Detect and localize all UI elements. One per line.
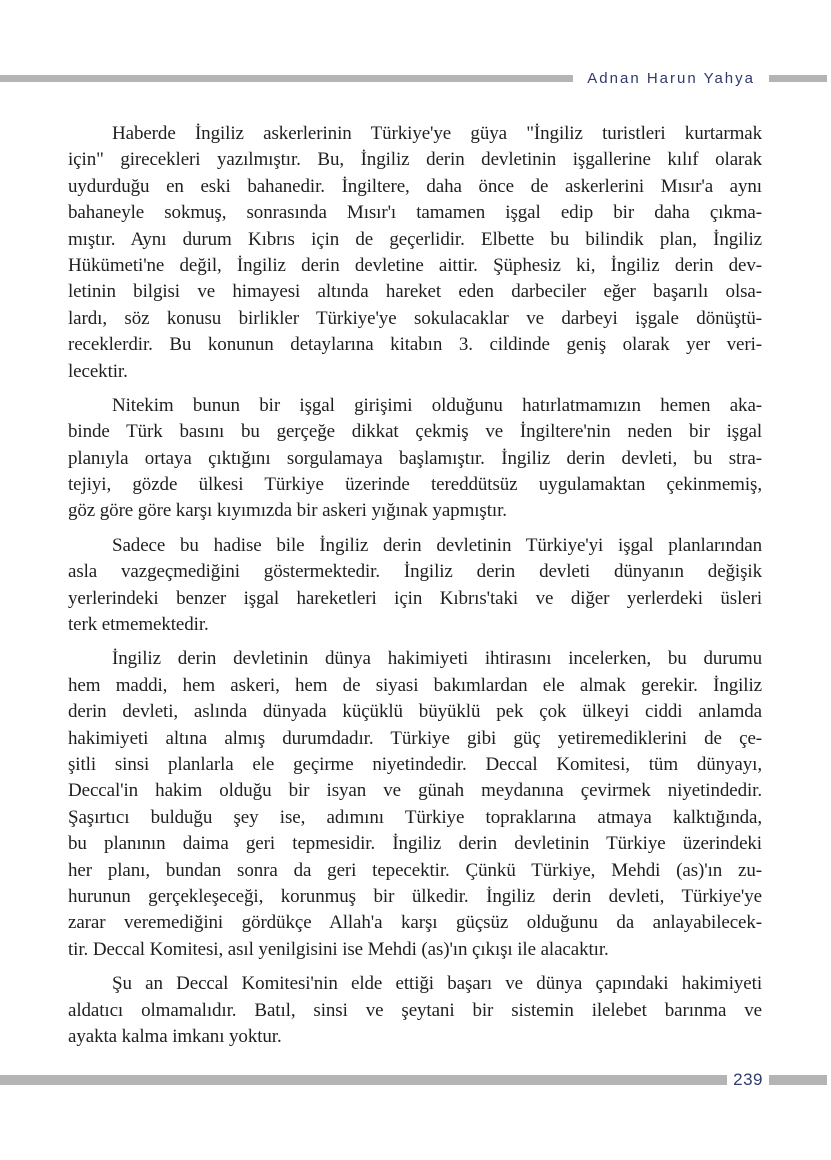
text-line: Nitekim bunun bir işgal girişimi olduğunu hatırlatmamızın hemen aka- — [112, 394, 762, 416]
text-line: hurunun gerçekleşeceği, korunmuş bir ülkedir. İngiliz derin devleti, Türkiye'ye — [68, 885, 762, 907]
text-line: ayakta kalma imkanı yoktur. — [68, 1025, 282, 1047]
text-line: aldatıcı olmamalıdır. Batıl, sinsi ve şeytani bir sistemin ilelebet barınma ve — [68, 999, 762, 1021]
text-line: şitli sinsi planlarla ele geçirme niyetindedir. Deccal Komitesi, tüm dünyayı, — [68, 753, 762, 775]
text-line: Hükümeti'ne değil, İngiliz derin devletine aittir. Şüphesiz ki, İngiliz derin dev- — [68, 254, 762, 276]
text-line: derin devleti, aslında dünyada küçüklü büyüklü pek çok ülkeyi ciddi anlamda — [68, 701, 762, 723]
text-line: göz göre göre karşı kıyımızda bir askeri yığınak yapmıştır. — [68, 500, 507, 522]
footer-rule-left — [0, 1075, 727, 1085]
page-number: 239 — [733, 1070, 763, 1089]
text-line: tejiyi, gözde ülkesi Türkiye üzerinde tereddütsüz uygulamaktan çekinmemiş, — [68, 474, 762, 496]
text-line: terk etmemektedir. — [68, 614, 209, 636]
text-line: Deccal'in hakim olduğu bir isyan ve günah meydanına çevirmek niyetindedir. — [68, 780, 762, 802]
text-line: lecektir. — [68, 360, 128, 382]
text-line: Haberde İngiliz askerlerinin Türkiye'ye güya "İngiliz turistleri kurtarmak — [112, 123, 762, 144]
text-line: yerlerindeki benzer işgal hareketleri için Kıbrıs'taki ve diğer yerlerdeki üsleri — [68, 587, 762, 609]
text-line: zarar veremediğini gördükçe Allah'a karşı güçsüz olduğunu da anlayabilecek- — [68, 912, 762, 934]
text-line: planıyla ortaya çıktığını sorgulamaya başlamıştır. İngiliz derin devleti, bu stra- — [68, 447, 762, 469]
body-paragraph — [68, 971, 762, 1050]
body-paragraph — [68, 646, 762, 963]
header-rule-left — [0, 75, 573, 82]
text-line: asla vazgeçmediğini göstermektedir. İngiliz derin devleti dünyanın değişik — [68, 561, 762, 583]
text-line: İngiliz derin devletinin dünya hakimiyeti ihtirasını incelerken, bu durumu — [112, 648, 762, 670]
text-line: her planı, bundan sonra da geri tepecektir. Çünkü Türkiye, Mehdi (as)'ın zu- — [68, 859, 762, 881]
text-line: Sadece bu hadise bile İngiliz derin devletinin Türkiye'yi işgal planlarından — [112, 534, 762, 556]
text-line: uydurduğu en eski bahanedir. İngiltere, daha önce de askerlerini Mısır'a aynı — [68, 175, 762, 197]
footer-rule-right — [769, 1075, 827, 1085]
page-footer — [0, 1070, 831, 1090]
text-line: bahaneyle sokmuş, sonrasında Mısır'ı tamamen işgal edip bir daha çıkma- — [68, 202, 762, 224]
text-line: binde Türk basını bu gerçeğe dikkat çekmiş ve İngiltere'nin neden bir işgal — [68, 421, 762, 443]
header-rule-right — [769, 75, 827, 82]
text-line: tir. Deccal Komitesi, asıl yenilgisini ise Mehdi (as)'ın çıkışı ile alacaktır. — [68, 938, 609, 960]
page-body — [68, 121, 762, 1050]
text-line: letinin bilgisi ve himayesi altında hareket eden darbeciler eğer başarılı olsa- — [68, 281, 762, 303]
text-line: için" girecekleri yazılmıştır. Bu, İngiliz derin devletinin işgallerine kılıf olarak — [68, 149, 762, 171]
text-line: hakimiyeti altına almış durumdadır. Türkiye gibi güç yetiremediklerini de çe- — [68, 727, 762, 749]
running-header-title: Adnan Harun Yahya — [587, 70, 755, 87]
body-paragraph — [68, 393, 762, 525]
text-line: bu planının daima geri tepmesidir. İngiliz derin devletinin Türkiye üzerindeki — [68, 833, 762, 855]
text-line: mıştır. Aynı durum Kıbrıs için de geçerlidir. Elbette bu bilindik plan, İngiliz — [68, 228, 762, 250]
text-line: Şaşırtıcı bulduğu şey ise, adımını Türkiye topraklarına atmaya kalktığında, — [68, 806, 762, 828]
text-line: Şu an Deccal Komitesi'nin elde ettiği başarı ve dünya çapındaki hakimiyeti — [112, 973, 762, 995]
page-header — [0, 70, 831, 87]
text-line: receklerdir. Bu konunun detaylarına kitabın 3. cildinde geniş olarak yer veri- — [68, 334, 762, 356]
body-paragraph — [68, 121, 762, 385]
text-line: hem maddi, hem askeri, hem de siyasi bakımlardan ele almak gerekir. İngiliz — [68, 674, 762, 696]
body-paragraph — [68, 533, 762, 639]
text-line: lardı, söz konusu birlikler Türkiye'ye sokulacaklar ve darbeyi işgale dönüştü- — [68, 307, 762, 329]
